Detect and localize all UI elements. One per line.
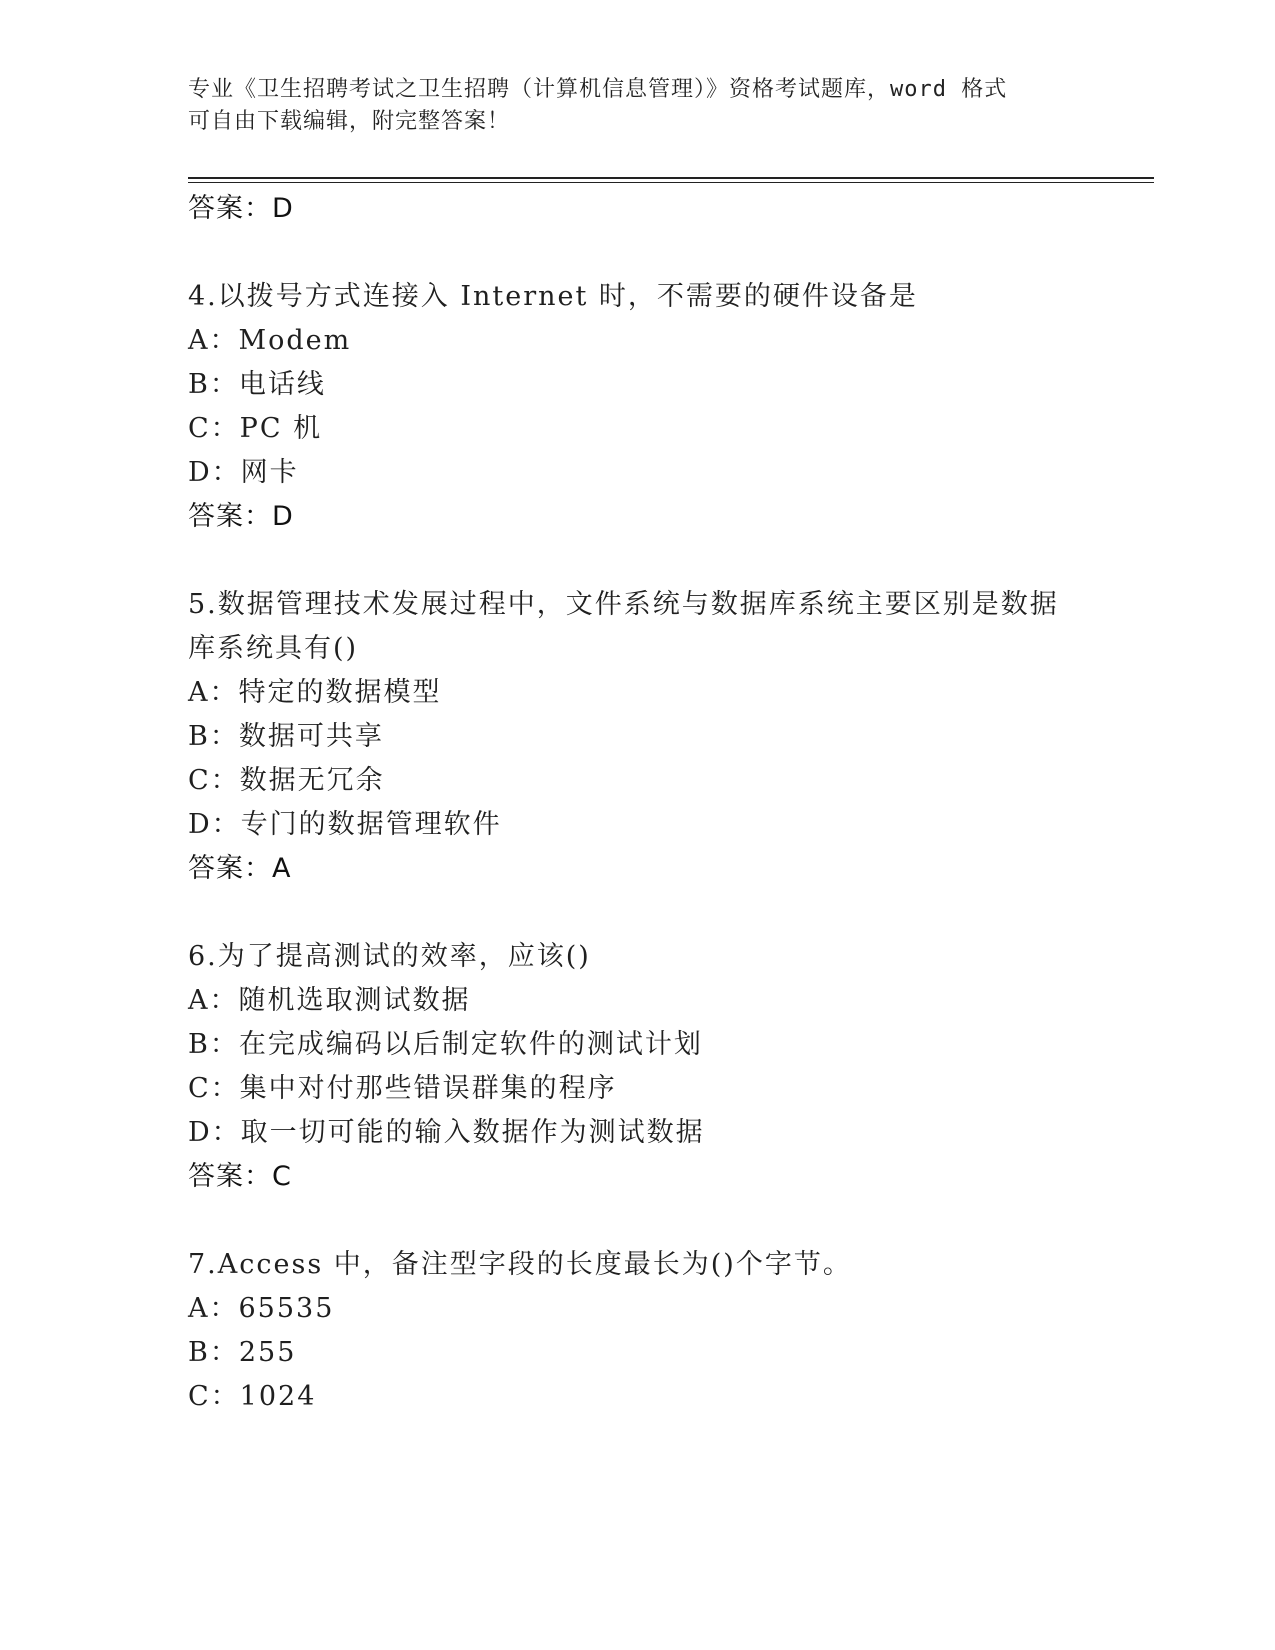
header-line-1: 专业《卫生招聘考试之卫生招聘（计算机信息管理）》资格考试题库，word 格式 [188, 77, 1008, 102]
question-4-stem: 4.以拨号方式连接入 Internet 时，不需要的硬件设备是 [188, 281, 918, 312]
question-5-answer: 答案：A [188, 853, 292, 884]
question-4-option-a: A：Modem [188, 325, 352, 356]
question-5-stem-line-2: 库系统具有() [188, 633, 359, 664]
question-5-option-a: A：特定的数据模型 [188, 677, 442, 708]
question-7-option-a: A：65535 [188, 1293, 335, 1324]
question-6-answer: 答案：C [188, 1161, 292, 1192]
question-6-option-b: B：在完成编码以后制定软件的测试计划 [188, 1029, 703, 1060]
question-4-option-b: B：电话线 [188, 369, 326, 400]
previous-answer: 答案：D [188, 193, 294, 224]
question-6-option-c: C：集中对付那些错误群集的程序 [188, 1073, 617, 1104]
question-5-stem-line-1: 5.数据管理技术发展过程中，文件系统与数据库系统主要区别是数据 [188, 589, 1059, 620]
question-6-option-d: D：取一切可能的输入数据作为测试数据 [188, 1117, 705, 1148]
question-6-stem: 6.为了提高测试的效率，应该() [188, 941, 591, 972]
question-7-stem: 7.Access 中，备注型字段的长度最长为()个字节。 [188, 1249, 852, 1280]
header-divider-thick [188, 177, 1154, 179]
question-5-option-c: C：数据无冗余 [188, 765, 385, 796]
question-7-option-c: C：1024 [188, 1381, 317, 1412]
question-7-option-b: B：255 [188, 1337, 297, 1368]
question-4-answer: 答案：D [188, 501, 294, 532]
question-4-option-d: D：网卡 [188, 457, 299, 488]
question-6-option-a: A：随机选取测试数据 [188, 985, 471, 1016]
question-5-option-d: D：专门的数据管理软件 [188, 809, 502, 840]
header-line-2: 可自由下载编辑，附完整答案！ [188, 109, 511, 134]
document-header [188, 74, 1088, 138]
question-5-option-b: B：数据可共享 [188, 721, 384, 752]
header-divider-thin [188, 182, 1154, 183]
question-4-option-c: C：PC 机 [188, 413, 323, 444]
